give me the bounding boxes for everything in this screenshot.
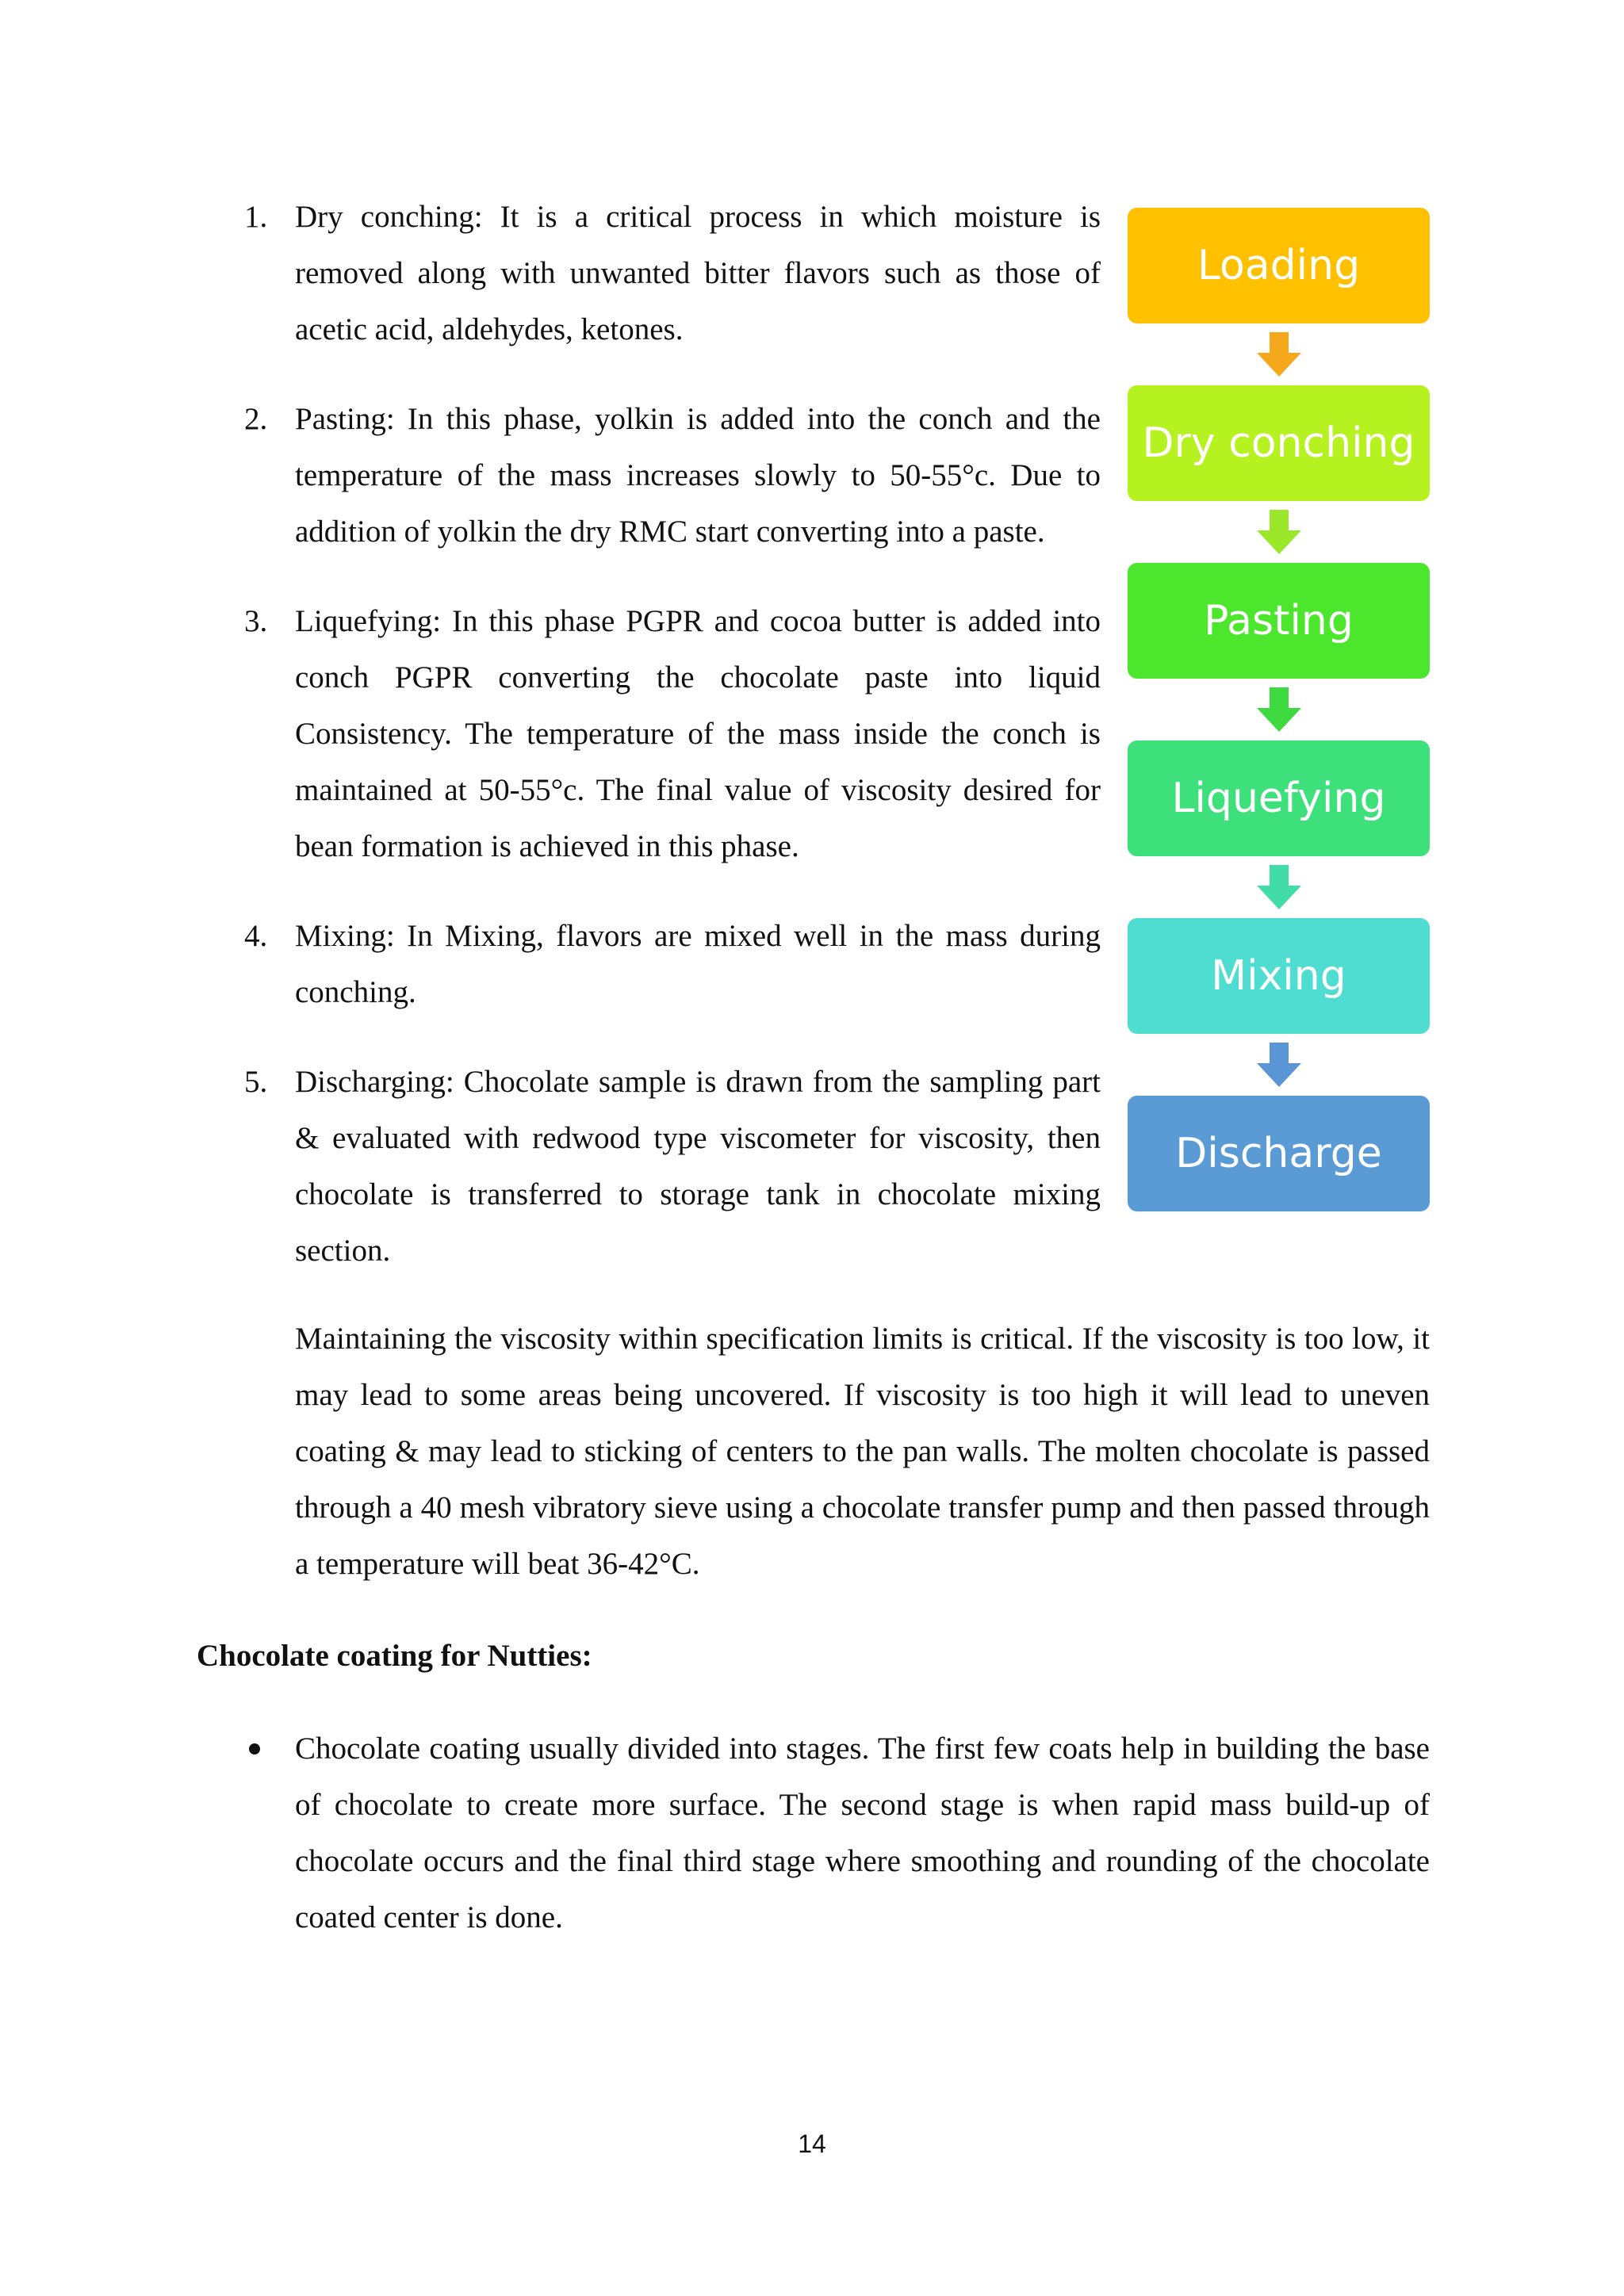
flow-step-mixing: Mixing — [1128, 918, 1430, 1034]
list-text: Dry conching: It is a critical process in which moisture is removed along with unwanted bitter flavors such as those of acetic acid, aldehydes, ketones. — [295, 200, 1101, 346]
list-number: 1. — [244, 200, 268, 234]
list-text: Pasting: In this phase, yolkin is added into the conch and the temperature of the mass increases slowly to 50-55°c. Due to addition of yolkin the dry RMC start converting into a paste. — [295, 402, 1101, 549]
down-arrow-icon — [1128, 679, 1430, 740]
bullet-icon — [249, 1743, 260, 1755]
numbered-list — [197, 189, 1101, 1312]
flow-step-dry-conching: Dry conching — [1128, 385, 1430, 501]
bullet-text: Chocolate coating usually divided into stages. The first few coats help in building the base of chocolate to create more surface. The second stage is when rapid mass build-up of chocolate occurs and the final third stage where smoothing and rounding of the chocolate coated center is done. — [295, 1732, 1430, 1934]
down-arrow-icon — [1128, 323, 1430, 385]
list-item-3 — [197, 593, 1101, 874]
list-item-5 — [197, 1054, 1101, 1279]
list-item-1 — [197, 189, 1101, 358]
list-item-4 — [197, 908, 1101, 1020]
list-number: 3. — [244, 604, 268, 638]
list-text: Liquefying: In this phase PGPR and cocoa butter is added into conch PGPR converting the chocolate paste into liquid Consistency. The temperature of the mass inside the conch is maintained at 50-55°c. The final value of viscosity desired for bean formation is achieved in this phase. — [295, 604, 1101, 863]
list-text: Mixing: In Mixing, flavors are mixed well in the mass during conching. — [295, 919, 1101, 1009]
flow-step-liquefying: Liquefying — [1128, 740, 1430, 856]
page-number: 14 — [798, 2130, 826, 2158]
bullet-list-item — [197, 1720, 1430, 1946]
process-flow-diagram — [1128, 208, 1430, 1211]
flow-step-loading: Loading — [1128, 208, 1430, 323]
list-number: 4. — [244, 919, 268, 953]
flow-step-pasting: Pasting — [1128, 563, 1430, 679]
list-number: 2. — [244, 402, 268, 436]
flow-step-discharge: Discharge — [1128, 1096, 1430, 1211]
list-number: 5. — [244, 1065, 268, 1099]
down-arrow-icon — [1128, 856, 1430, 918]
list-text: Discharging: Chocolate sample is drawn from the sampling part & evaluated with redwood type viscometer for viscosity, then chocolate is transferred to storage tank in chocolate mixing section. — [295, 1065, 1101, 1268]
section-heading: Chocolate coating for Nutties: — [197, 1639, 592, 1673]
down-arrow-icon — [1128, 1034, 1430, 1096]
down-arrow-icon — [1128, 501, 1430, 563]
viscosity-paragraph: Maintaining the viscosity within specification limits is critical. If the viscosity is too low, it may lead to some areas being uncovered. If viscosity is too high it will lead to uneven coating & may lead to sticking of centers to the pan walls. The molten chocolate is passed through a 40 mesh vibratory sieve using a chocolate transfer pump and then passed through a temperature will beat 36-42°C. — [295, 1322, 1430, 1581]
list-item-2 — [197, 391, 1101, 560]
